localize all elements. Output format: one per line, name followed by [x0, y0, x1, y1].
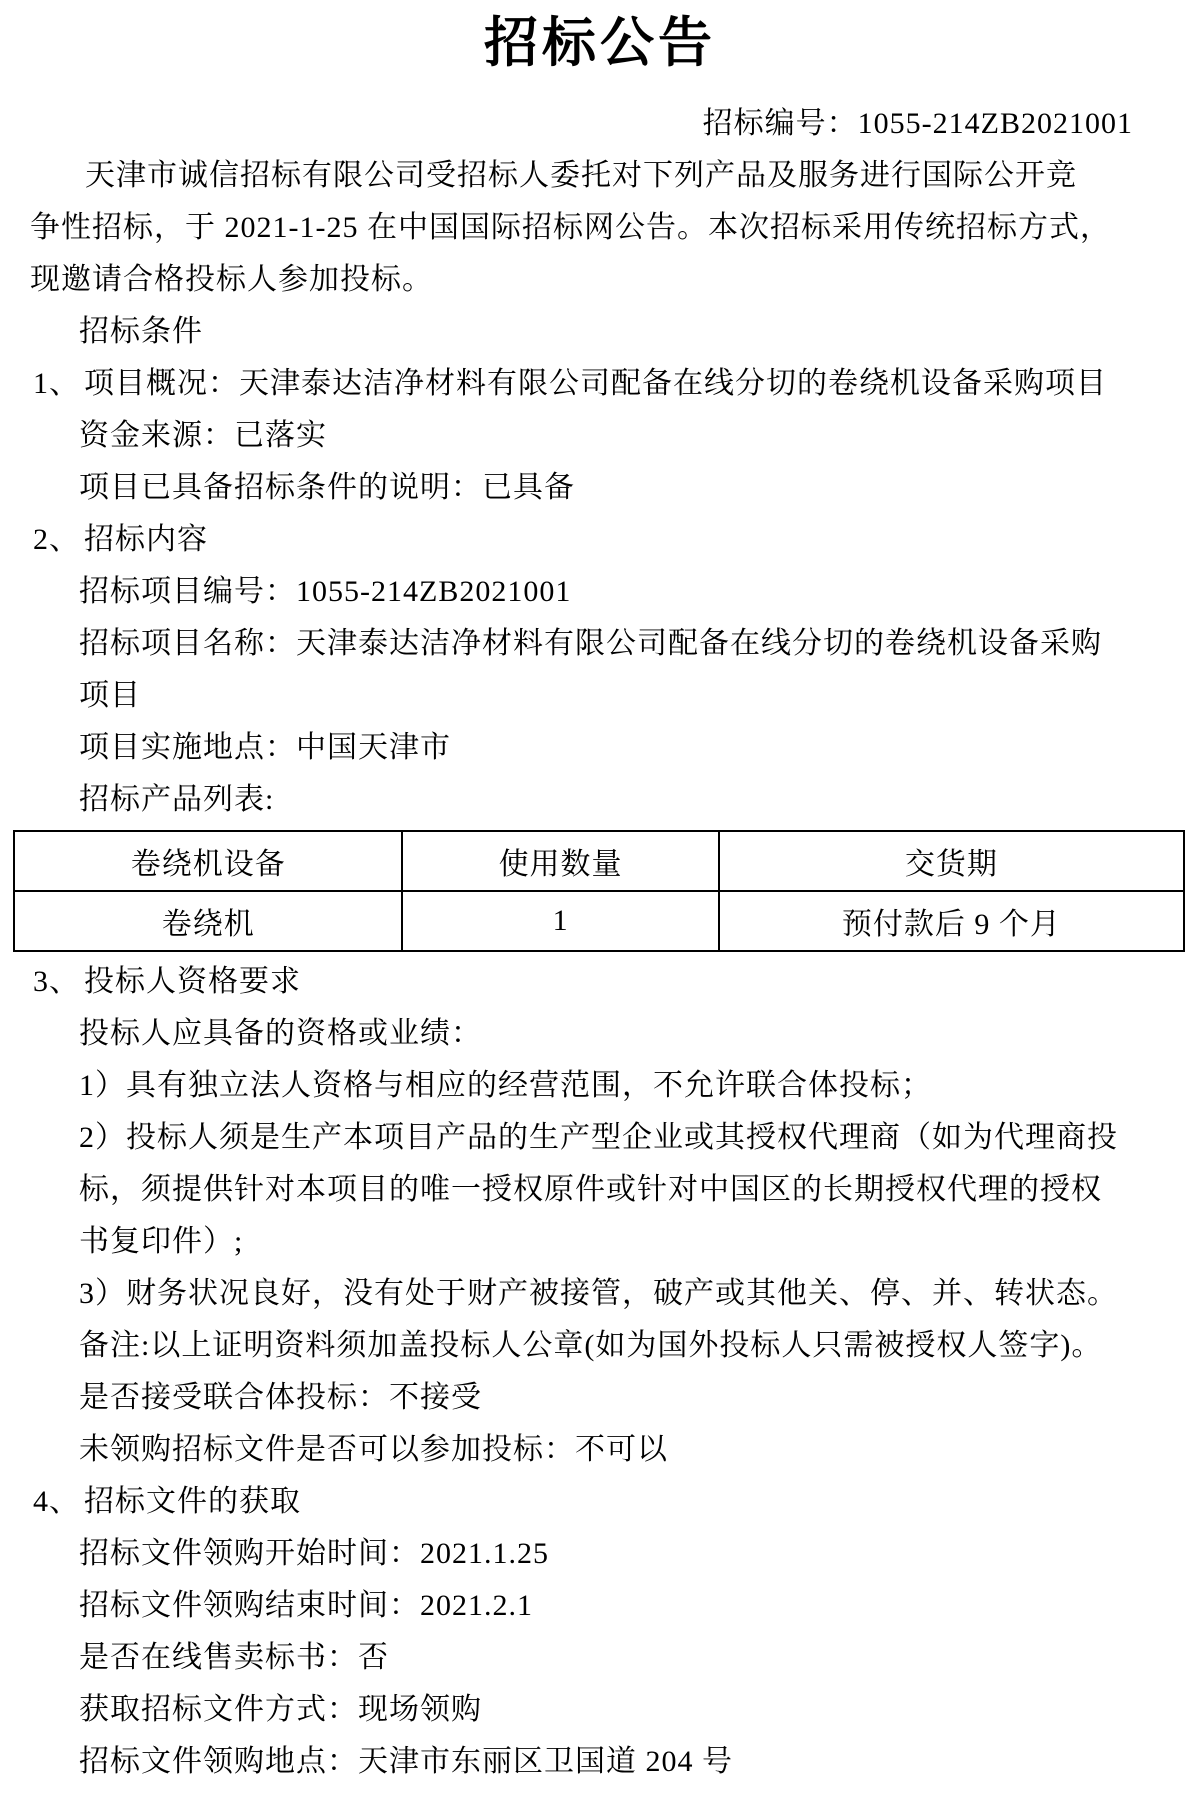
project-name-cont: 项目	[79, 679, 141, 712]
table-header-row	[14, 831, 1184, 891]
table-row	[14, 891, 1184, 951]
funding-source: 资金来源：已落实	[79, 419, 327, 452]
document-title: 招标公告	[484, 13, 716, 73]
qualification-2: 2）投标人须是生产本项目产品的生产型企业或其授权代理商（如为代理商投	[79, 1121, 1118, 1154]
item-4-text: 招标文件的获取	[84, 1485, 301, 1518]
project-name: 招标项目名称：天津泰达洁净材料有限公司配备在线分切的卷绕机设备采购	[79, 627, 1102, 660]
intro-line-3: 现邀请合格投标人参加投标。	[30, 263, 433, 296]
item-2-tender-content	[0, 514, 1200, 566]
item-4-number: 4、	[33, 1485, 80, 1518]
tender-conditions-heading: 招标条件	[79, 315, 203, 348]
table-header-delivery: 交货期	[719, 831, 1184, 891]
product-table	[13, 830, 1185, 952]
qualification-2-cont-2: 书复印件）;	[79, 1225, 244, 1258]
tender-condition-statement: 项目已具备招标条件的说明：已具备	[79, 471, 575, 504]
non-purchaser-bid-policy: 未领购招标文件是否可以参加投标：不可以	[79, 1433, 668, 1466]
qualification-2-cont-1: 标，须提供针对本项目的唯一授权原件或针对中国区的长期授权代理的授权	[79, 1173, 1102, 1206]
item-3-number: 3、	[33, 965, 80, 998]
purchase-end-time: 招标文件领购结束时间：2021.2.1	[79, 1589, 533, 1622]
purchase-start-time: 招标文件领购开始时间：2021.1.25	[79, 1537, 549, 1570]
doc-number: 招标编号：1055-214ZB2021001	[702, 107, 1133, 140]
purchase-location: 招标文件领购地点：天津市东丽区卫国道 204 号	[79, 1745, 733, 1778]
item-1-number: 1、	[33, 367, 80, 400]
item-4-document-acquisition	[0, 1476, 1200, 1528]
online-sale-policy: 是否在线售卖标书：否	[79, 1641, 389, 1674]
qualification-1: 1）具有独立法人资格与相应的经营范围，不允许联合体投标；	[79, 1069, 932, 1102]
table-cell-delivery: 预付款后 9 个月	[719, 891, 1184, 951]
item-1-text: 项目概况：天津泰达洁净材料有限公司配备在线分切的卷绕机设备采购项目	[84, 367, 1107, 400]
item-3-text: 投标人资格要求	[84, 965, 301, 998]
qualification-intro: 投标人应具备的资格或业绩：	[79, 1017, 482, 1050]
product-list-label: 招标产品列表:	[79, 783, 275, 816]
table-cell-equipment: 卷绕机	[14, 891, 402, 951]
table-cell-quantity: 1	[402, 891, 718, 951]
item-1-project-overview	[0, 358, 1200, 410]
acquisition-method: 获取招标文件方式：现场领购	[79, 1693, 482, 1726]
intro-line-2: 争性招标，于 2021-1-25 在中国国际招标网公告。本次招标采用传统招标方式，	[30, 211, 1111, 244]
table-header-quantity: 使用数量	[402, 831, 718, 891]
qualification-3: 3）财务状况良好，没有处于财产被接管，破产或其他关、停、并、转状态。	[79, 1277, 1118, 1310]
project-number: 招标项目编号：1055-214ZB2021001	[79, 575, 572, 608]
item-2-text: 招标内容	[84, 523, 208, 556]
table-header-equipment: 卷绕机设备	[14, 831, 402, 891]
item-2-number: 2、	[33, 523, 80, 556]
consortium-bid-policy: 是否接受联合体投标：不接受	[79, 1381, 482, 1414]
remark: 备注:以上证明资料须加盖投标人公章(如为国外投标人只需被授权人签字)。	[79, 1329, 1103, 1362]
item-3-bidder-qualification	[0, 956, 1200, 1008]
project-location: 项目实施地点：中国天津市	[79, 731, 451, 764]
intro-line-1: 天津市诚信招标有限公司受招标人委托对下列产品及服务进行国际公开竞	[85, 159, 1077, 192]
